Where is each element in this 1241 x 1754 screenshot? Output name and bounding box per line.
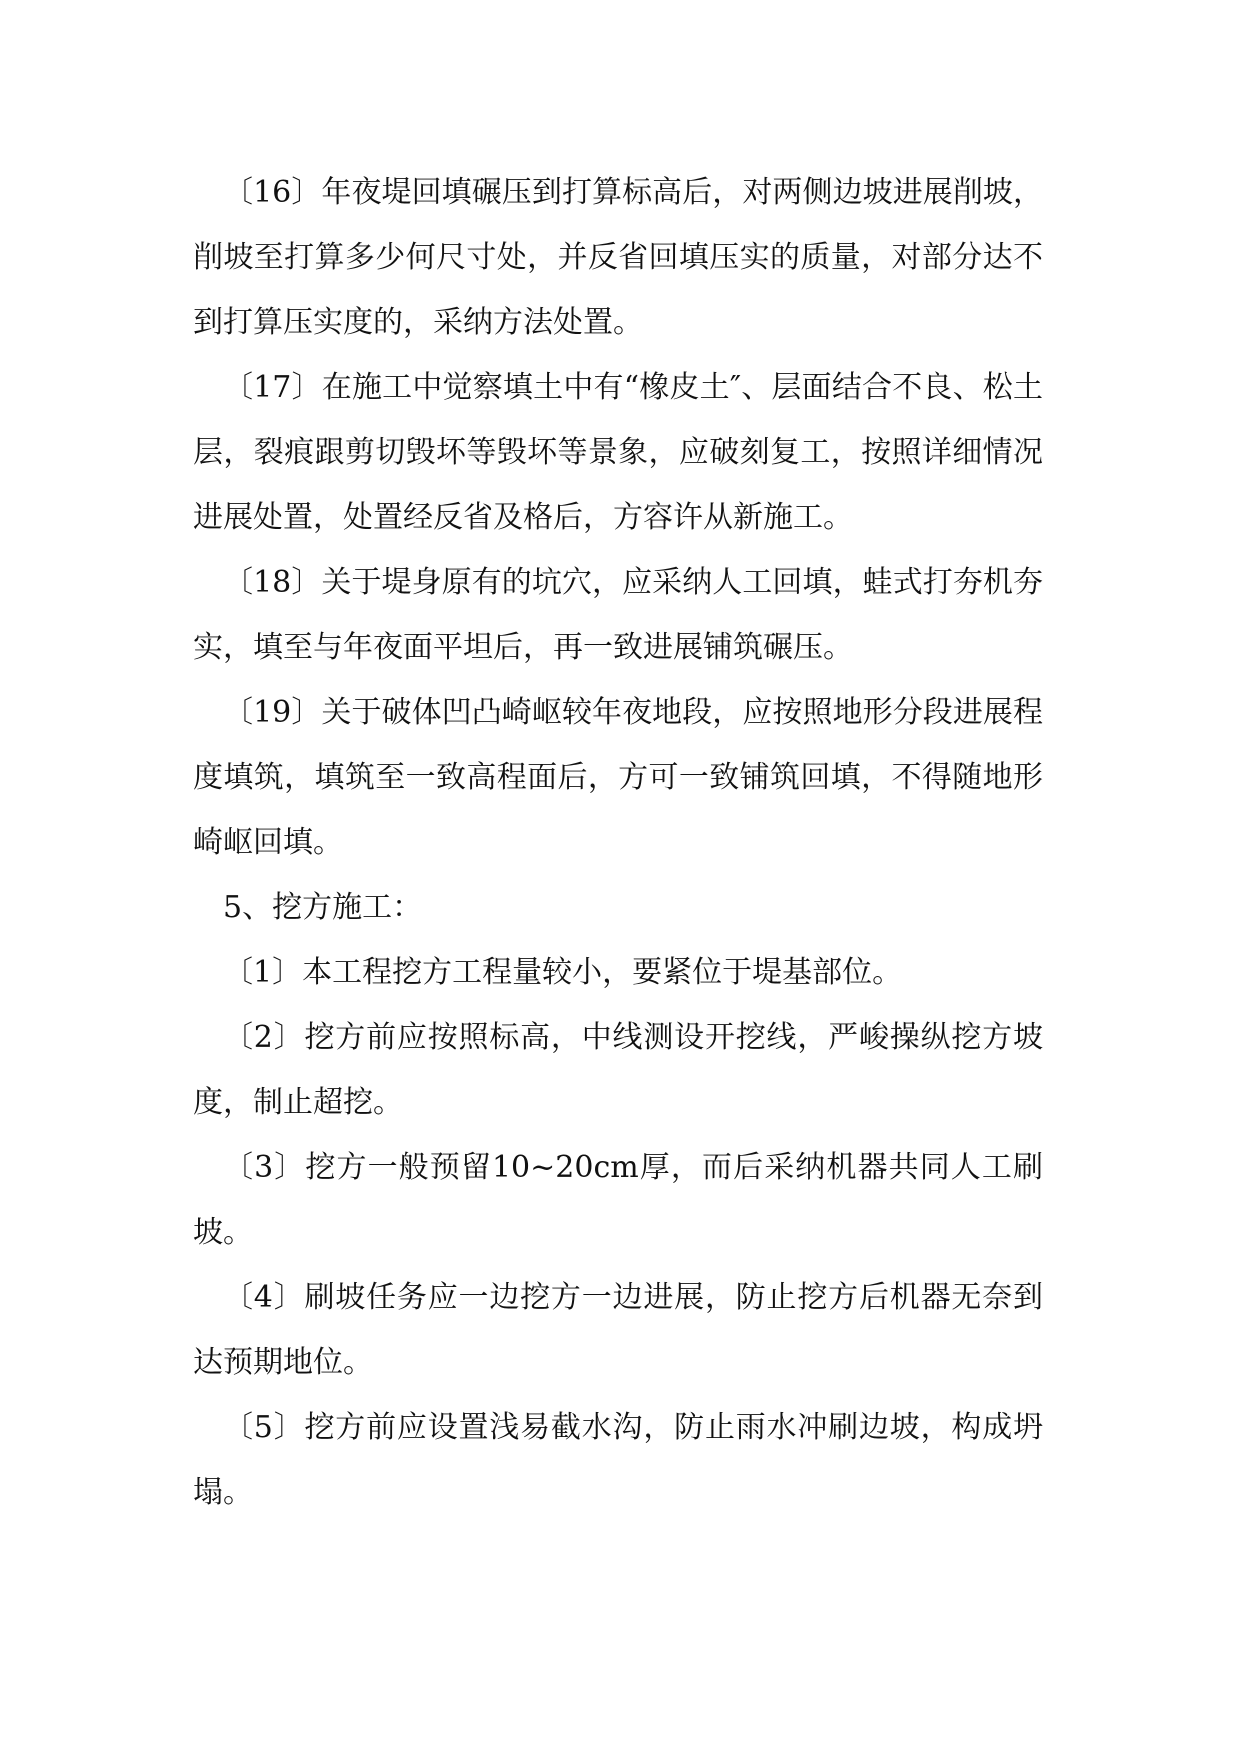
paragraph-item-4: 〔4〕刷坡任务应一边挖方一边进展，防止挖方后机器无奈到达预期地位。 [193, 1280, 1043, 1380]
paragraph-item-16: 〔16〕年夜堤回填碾压到打算标高后，对两侧边坡进展削坡，削坡至打算多少何尺寸处，并反省回填压实的质量，对部分达不到打算压实度的，采纳方法处置。 [193, 175, 1043, 340]
paragraph-item-18: 〔18〕关于堤身原有的坑穴，应采纳人工回填，蛙式打夯机夯实，填至与年夜面平坦后，再一致进展铺筑碾压。 [193, 565, 1043, 665]
paragraph-item-19: 〔19〕关于破体凹凸崎岖较年夜地段，应按照地形分段进展程度填筑，填筑至一致高程面后，方可一致铺筑回填，不得随地形崎岖回填。 [193, 695, 1043, 860]
paragraph-item-3: 〔3〕挖方一般预留10~20cm厚，而后采纳机器共同人工刷坡。 [193, 1150, 1043, 1250]
paragraph-item-1: 〔1〕本工程挖方工程量较小，要紧位于堤基部位。 [223, 955, 903, 990]
paragraph-item-5: 〔5〕挖方前应设置浅易截水沟，防止雨水冲刷边坡，构成坍塌。 [193, 1410, 1043, 1510]
body-text [193, 160, 1043, 1525]
paragraph-item-2: 〔2〕挖方前应按照标高，中线测设开挖线，严峻操纵挖方坡度，制止超挖。 [193, 1020, 1043, 1120]
section-heading-excavation: 5、挖方施工： [223, 890, 423, 925]
paragraph-item-17: 〔17〕在施工中觉察填土中有“橡皮土″、层面结合不良、松土层，裂痕跟剪切毁坏等毁坏等景象，应破刻复工，按照详细情况进展处置，处置经反省及格后，方容许从新施工。 [193, 370, 1043, 535]
